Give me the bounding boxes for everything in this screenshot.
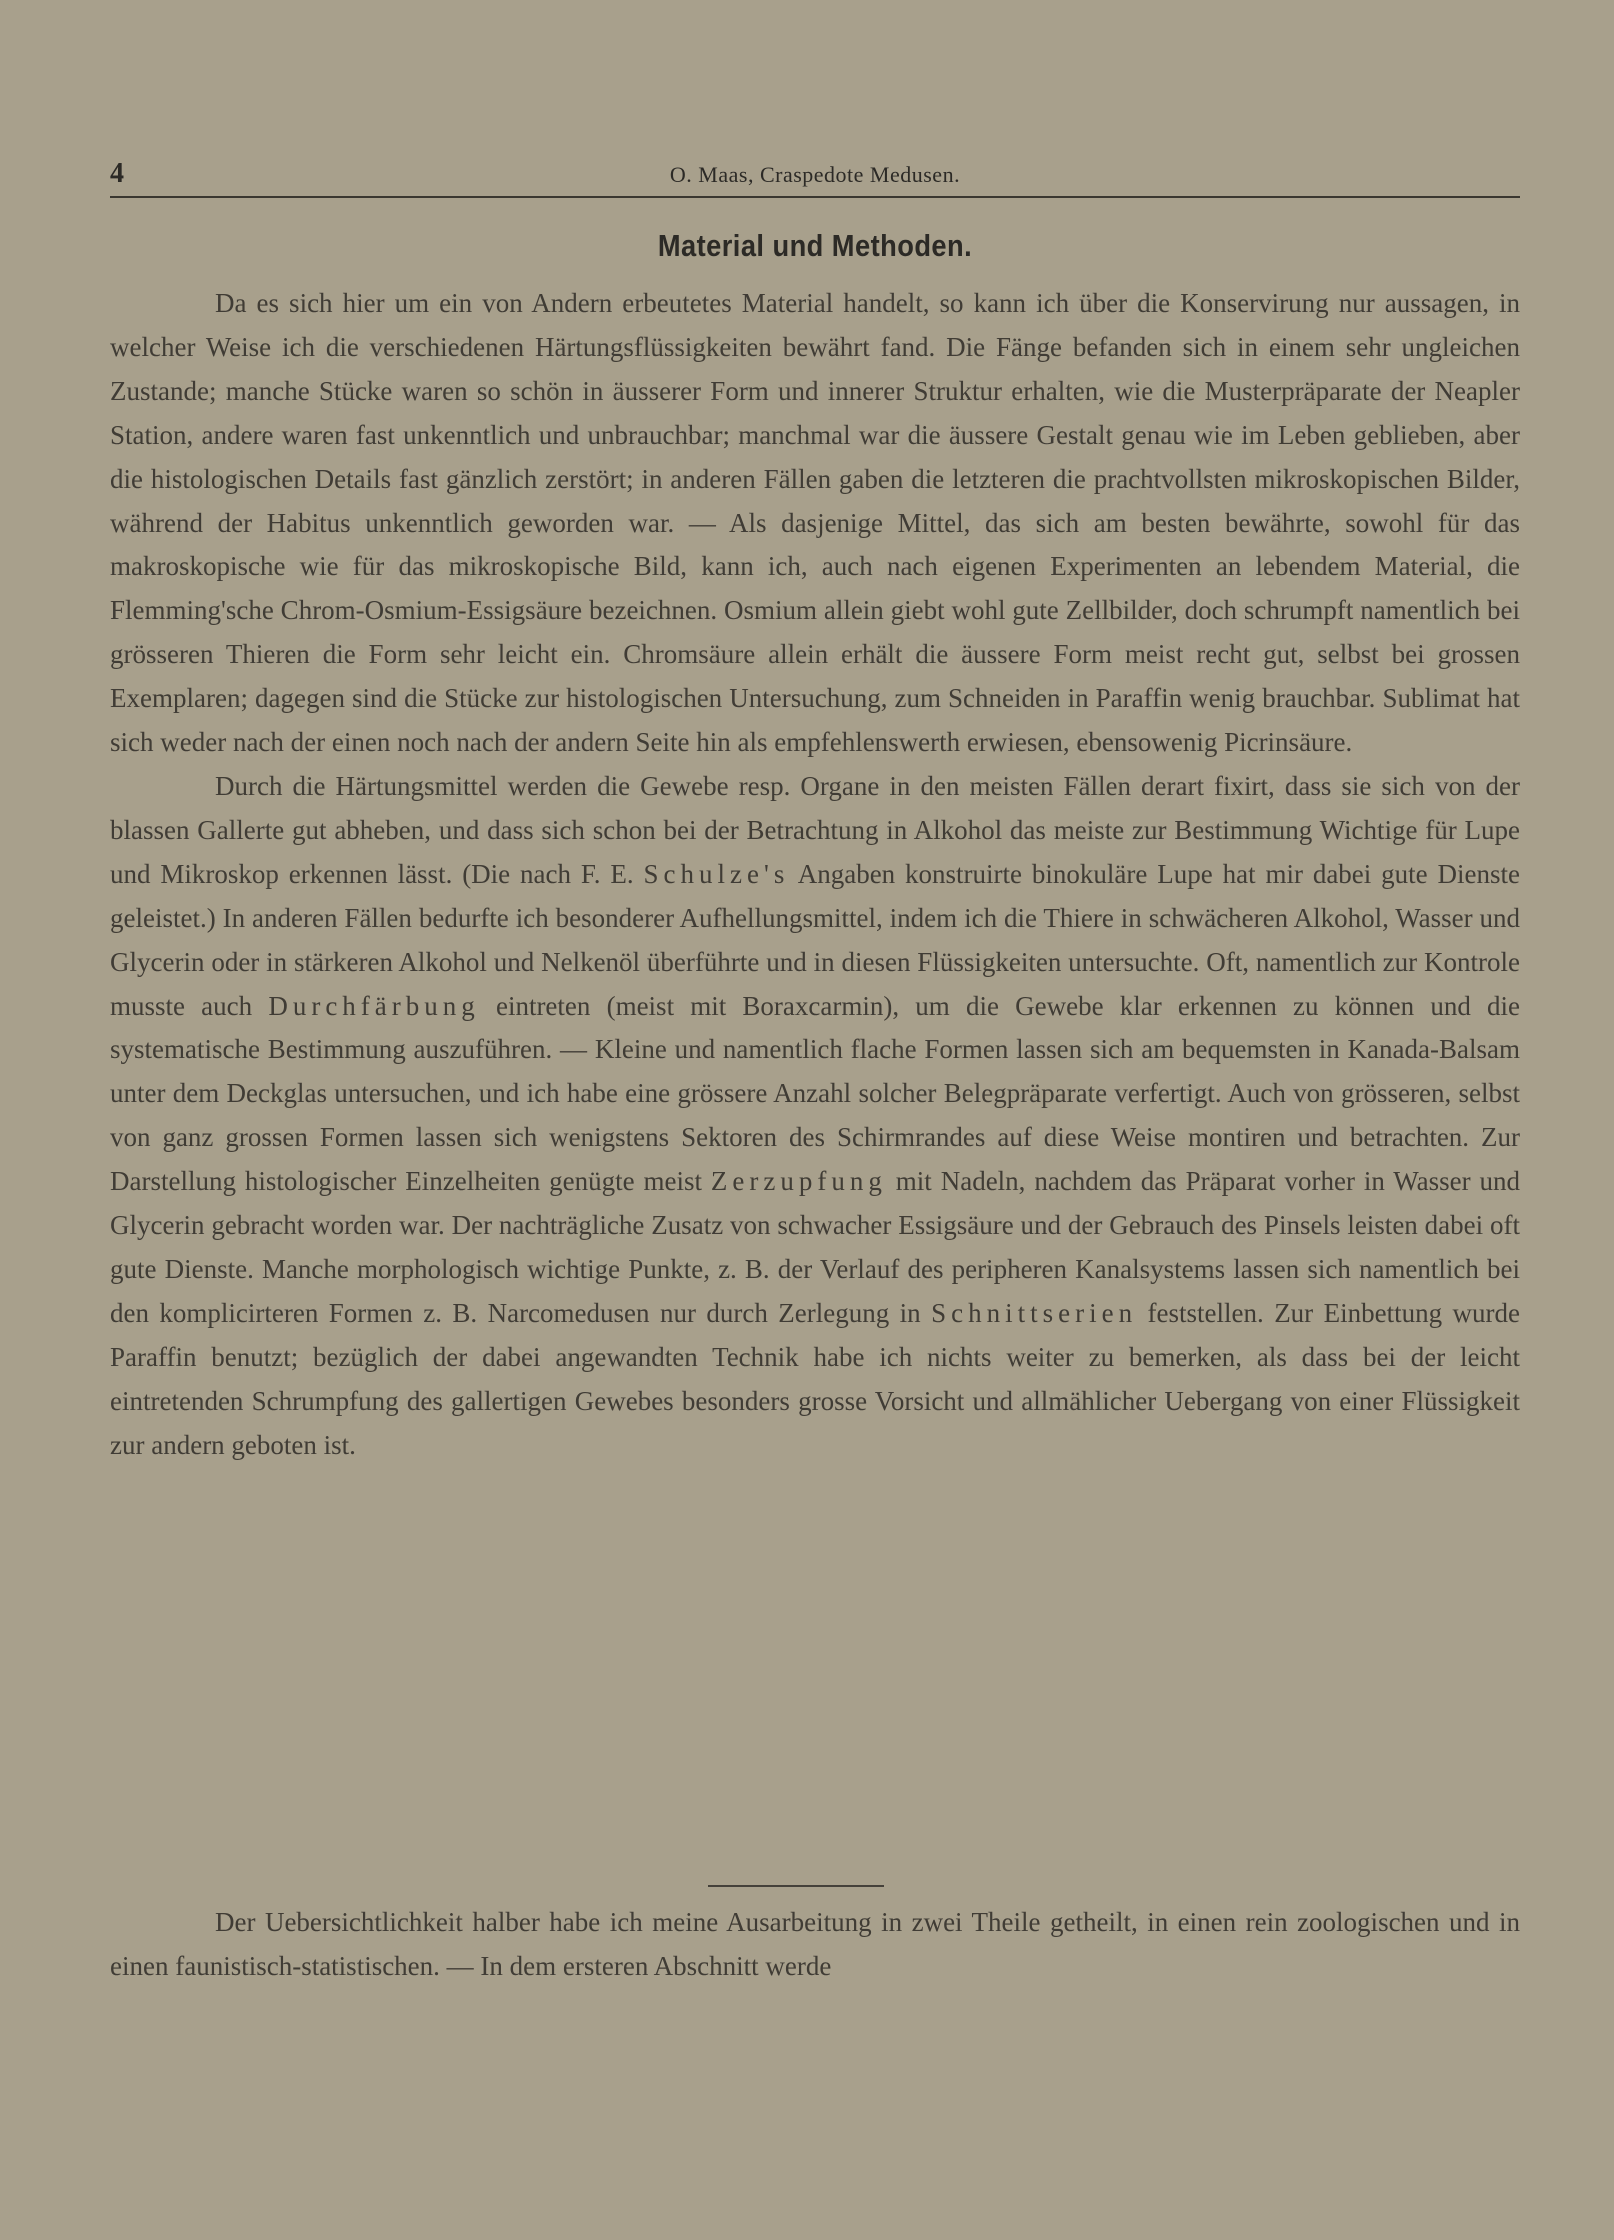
running-title: O. Maas, Craspedote Medusen. [669,162,961,187]
page-number: 4 [110,158,124,189]
header-rule [110,196,1520,198]
running-head [110,158,1520,194]
closing-paragraph: Der Uebersichtlichkeit halber habe ich meine Ausarbeitung in zwei Theile getheilt, in einen rein zoologischen und in einen faunistisch-statistischen. — In dem ersteren Abschnitt werde [110,1907,1520,1981]
spaced-term-durchfaerbung: Durchfärbung [268,990,480,1021]
spaced-term-zerzupfung: Zerzupfung [710,1166,887,1197]
section-body [110,282,1520,1467]
closing-body [110,1901,1520,1989]
paragraph-2 [110,765,1520,1468]
section-title: Material und Methoden. [657,228,973,263]
paragraph-2-text-e: feststellen. Zur Einbettung wurde Paraffin benutzt; bezüglich der dabei angewandten Technik habe ich nichts weiter zu bemerken, als dass bei der leicht eintretenden Schrumpfung des gallertigen Gewebes besonders grosse Vorsicht und allmählicher Uebergang von einer Flüssigkeit zur andern geboten ist. [110,1297,1521,1460]
paragraph-1 [110,282,1520,765]
paragraph-2-text-d: mit Nadeln, nachdem das Präparat vorher in Wasser und Glycerin gebracht worden war. Der nachträgliche Zusatz von schwacher Essigsäure und der Gebrauch des Pinsels leisten dabei oft gute Dienste. Manche morphologisch wichtige Punkte, z. B. der Verlauf des peripheren Kanalsystems lassen sich namentlich bei den komplicirteren Formen z. B. Narcomedusen nur durch Zerlegung in [110,1166,1520,1328]
section-divider [708,1885,884,1887]
paragraph-2-text-a: Durch die Härtungsmittel werden die Gewebe resp. Organe in den meisten Fällen derart fixirt, dass sie sich von der blassen Gallerte gut abheben, und dass sich schon bei der Betrachtung in Alkohol das meiste zur Bestimmung Wichtige für Lupe und Mikroskop erkennen lässt. (Die nach F. E. [110,770,1520,889]
paragraph-2-text-b: Angaben konstruirte binokuläre Lupe hat mir dabei gute Dienste geleistet.) In anderen Fällen bedurfte ich besonderer Aufhellungsmittel, indem ich die Thiere in schwächeren Alkohol, Wasser und Glycerin oder in stärkeren Alkohol und Nelkenöl überführte und in diesen Flüssigkeiten untersuchte. Oft, namentlich zur Kontrole musste auch [110,858,1520,1021]
paragraph-2-text-c: eintreten (meist mit Boraxcarmin), um die Gewebe klar erkennen zu können und die systematische Bestimmung auszuführen. — Kleine und namentlich flache Formen lassen sich am bequemsten in Kanada-Balsam unter dem Deckglas untersuchen, und ich habe eine grössere Anzahl solcher Belegpräparate verfertigt. Auch von grösseren, selbst von ganz grossen Formen lassen sich wenigstens Sektoren des Schirmrandes auf diese Weise montiren und betrachten. Zur Darstellung histologischer Einzelheiten genügte meist [110,990,1520,1197]
paragraph-1-text: Da es sich hier um ein von Andern erbeutetes Material handelt, so kann ich über die Konservirung nur aussagen, in welcher Weise ich die verschiedenen Härtungsflüssigkeiten bewährt fand. Die Fänge befanden sich in einem sehr ungleichen Zustande; manche Stücke waren so schön in äusserer Form und innerer Struktur erhalten, wie die Musterpräparate der Neapler Station, andere waren fast unkenntlich und unbrauchbar; manchmal war die äussere Gestalt genau wie im Leben geblieben, aber die histologischen Details fast gänzlich zerstört; in anderen Fällen gaben die letzteren die prachtvollsten mikroskopischen Bilder, während der Habitus unkenntlich geworden war. — Als dasjenige Mittel, das sich am besten bewährte, sowohl für das makroskopische wie für das mikroskopische Bild, kann ich, auch nach eigenen Experimenten an lebendem Material, die Flemming'sche Chrom-Osmium-Essigsäure bezeichnen. Osmium allein giebt wohl gute Zellbilder, doch schrumpft namentlich bei grösseren Thieren die Form sehr leicht ein. Chromsäure allein erhält die äussere Form meist recht gut, selbst bei grossen Exemplaren; dagegen sind die Stücke zur histologischen Untersuchung, zum Schneiden in Paraffin wenig brauchbar. Sublimat hat sich weder nach der einen noch nach der andern Seite hin als empfehlenswerth erwiesen, ebensowenig Picrinsäure. [110,288,1520,758]
spaced-term-schnittserien: Schnittserien [931,1297,1138,1328]
spaced-name-schulze: Schulze's [643,858,790,889]
